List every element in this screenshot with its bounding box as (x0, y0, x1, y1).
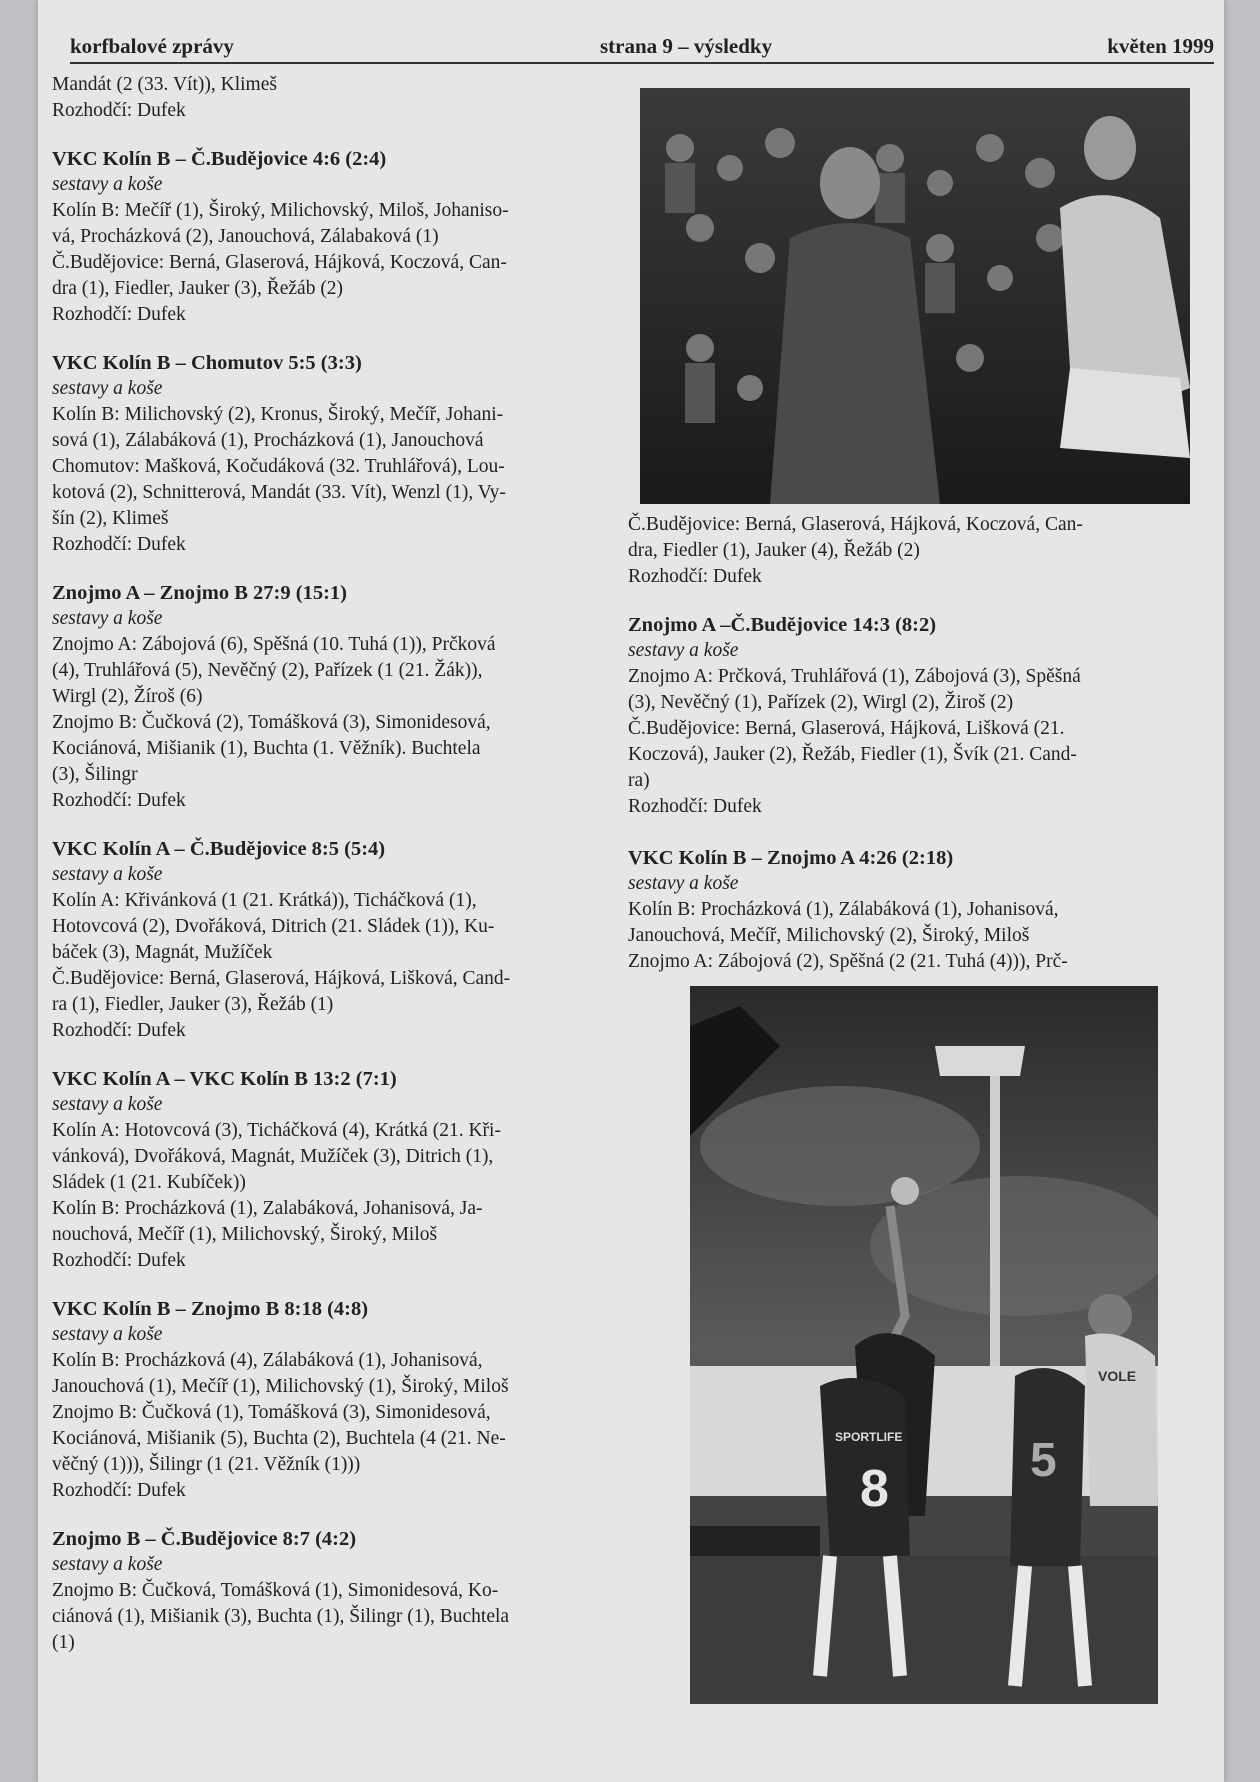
lineup-line: Znojmo B: Čučková, Tomášková (1), Simonidesová, Ko- (52, 1580, 499, 1601)
match-title: VKC Kolín A – VKC Kolín B 13:2 (7:1) (52, 1068, 397, 1090)
match-title: Znojmo A –Č.Budějovice 14:3 (8:2) (628, 614, 937, 636)
jersey-number-8: 8 (860, 1460, 889, 1518)
lineup-line: Rozhodčí: Dufek (628, 566, 762, 587)
header-page-section: strana 9 – výsledky (600, 34, 773, 58)
lineup-line: Kolín B: Mečíř (1), Široký, Milichovský, Miloš, Johaniso- (52, 200, 509, 221)
lineup-line: Rozhodčí: Dufek (52, 534, 186, 555)
lineup-line: (4), Truhlářová (5), Nevěčný (2), Pařízek (1 (21. Žák)), (52, 660, 483, 681)
lineup-line: Kolín A: Křivánková (1 (21. Krátká)), Ticháčková (1), (52, 890, 477, 911)
lineup-line: Kociánová, Mišianik (5), Buchta (2), Buchtela (4 (21. Ne- (52, 1428, 506, 1449)
lineup-line: Rozhodčí: Dufek (52, 1020, 186, 1041)
lineup-line: Znojmo B: Čučková (2), Tomášková (3), Simonidesová, (52, 712, 491, 733)
match-subtitle: sestavy a koše (52, 174, 163, 195)
lineup-line: Mandát (2 (33. Vít)), Klimeš (52, 74, 277, 95)
match-result-block (628, 612, 1183, 820)
match-title: VKC Kolín B – Znojmo B 8:18 (4:8) (52, 1298, 369, 1320)
lineup-line: ciánová (1), Mišianik (3), Buchta (1), Šilingr (1), Buchtela (52, 1606, 510, 1627)
lineup-line: Znojmo B: Čučková (1), Tomášková (3), Simonidesová, (52, 1402, 491, 1423)
lineup-line: Č.Budějovice: Berná, Glaserová, Hájková, Lišková (21. (628, 718, 1065, 739)
match-subtitle: sestavy a koše (52, 608, 163, 629)
header-date: květen 1999 (1107, 34, 1214, 58)
lineup-line: Kolín A: Hotovcová (3), Ticháčková (4), Krátká (21. Kři- (52, 1120, 501, 1141)
lineup-line: Koczová), Jauker (2), Řežáb, Fiedler (1), Švík (21. Cand- (628, 744, 1077, 765)
lineup-line: Rozhodčí: Dufek (52, 1250, 186, 1271)
lineup-line: báček (3), Magnát, Mužíček (52, 942, 273, 963)
jersey-label-sportlife: SPORTLIFE (835, 1430, 903, 1444)
lineup-line: Rozhodčí: Dufek (52, 1480, 186, 1501)
lineup-line: Znojmo A: Zábojová (6), Spěšná (10. Tuhá (1)), Prčková (52, 634, 496, 655)
lineup-line: Kolín B: Procházková (1), Zalabáková, Johanisová, Ja- (52, 1198, 483, 1219)
lineup-line: Rozhodčí: Dufek (52, 304, 186, 325)
match-result-block (52, 1066, 592, 1274)
match-result-block (52, 350, 592, 558)
match-subtitle: sestavy a koše (52, 1094, 163, 1115)
match-title: Znojmo B – Č.Budějovice 8:7 (4:2) (52, 1528, 357, 1550)
lineup-line: šín (2), Klimeš (52, 508, 169, 529)
jersey-label-vole: VOLE (1098, 1368, 1137, 1384)
lineup-line: Č.Budějovice: Berná, Glaserová, Hájková, Koczová, Can- (52, 252, 507, 273)
lineup-line: kotová (2), Schnitterová, Mandát (33. Vít), Wenzl (1), Vy- (52, 482, 506, 503)
lineup-line: Č.Budějovice: Berná, Glaserová, Hájková, Koczová, Can- (628, 514, 1083, 535)
match-subtitle: sestavy a koše (52, 864, 163, 885)
match-subtitle: sestavy a koše (628, 873, 739, 894)
match-subtitle: sestavy a koše (52, 1324, 163, 1345)
header-publication: korfbalové zprávy (70, 34, 234, 58)
match-subtitle: sestavy a koše (52, 378, 163, 399)
page-header (70, 28, 1214, 64)
right-results-column-top (628, 512, 1183, 842)
lineup-line: (1) (52, 1632, 75, 1653)
lineup-line: Kociánová, Mišianik (1), Buchta (1. Věžník). Buchtela (52, 738, 481, 759)
match-result-block (52, 1526, 592, 1656)
lineup-line: Kolín B: Procházková (1), Zálabáková (1), Johanisová, (628, 899, 1059, 920)
match-result-block (52, 836, 592, 1044)
right-results-column-bottom (628, 845, 1183, 997)
match-title: VKC Kolín A – Č.Budějovice 8:5 (5:4) (52, 838, 386, 860)
lineup-line: Č.Budějovice: Berná, Glaserová, Hájková, Lišková, Cand- (52, 968, 511, 989)
lineup-line: Rozhodčí: Dufek (52, 790, 186, 811)
lineup-line: Chomutov: Mašková, Kočudáková (32. Truhlářová), Lou- (52, 456, 505, 477)
lineup-line: vá, Procházková (2), Janouchová, Zálabaková (1) (52, 226, 439, 247)
left-results-column (52, 72, 592, 1678)
match-title: VKC Kolín B – Č.Budějovice 4:6 (2:4) (52, 148, 387, 170)
lineup-line: ra (1), Fiedler, Jauker (3), Řežáb (1) (52, 994, 334, 1015)
lineup-line: Janouchová, Mečíř, Milichovský (2), Široký, Miloš (628, 925, 1030, 946)
lineup-line: Rozhodčí: Dufek (628, 796, 762, 817)
lineup-line: sová (1), Zálabáková (1), Procházková (1), Janouchová (52, 430, 484, 451)
match-result-block (52, 580, 592, 814)
match-result-block (52, 72, 592, 124)
lineup-line: Janouchová (1), Mečíř (1), Milichovský (1), Široký, Miloš (52, 1376, 509, 1397)
lineup-line: Hotovcová (2), Dvořáková, Ditrich (21. Sládek (1)), Ku- (52, 916, 495, 937)
match-result-block (628, 512, 1183, 590)
lineup-line: dra, Fiedler (1), Jauker (4), Řežáb (2) (628, 540, 920, 561)
crowd-photo (640, 88, 1190, 504)
lineup-line: Znojmo A: Prčková, Truhlářová (1), Zábojová (3), Spěšná (628, 666, 1081, 687)
lineup-line: Kolín B: Milichovský (2), Kronus, Široký, Mečíř, Johani- (52, 404, 504, 425)
lineup-line: dra (1), Fiedler, Jauker (3), Řežáb (2) (52, 278, 344, 299)
match-title: VKC Kolín B – Znojmo A 4:26 (2:18) (628, 847, 954, 869)
lineup-line: Rozhodčí: Dufek (52, 100, 186, 121)
match-title: VKC Kolín B – Chomutov 5:5 (3:3) (52, 352, 362, 374)
match-title: Znojmo A – Znojmo B 27:9 (15:1) (52, 582, 347, 604)
lineup-line: nouchová, Mečíř (1), Milichovský, Široký, Miloš (52, 1224, 438, 1245)
match-subtitle: sestavy a koše (52, 1554, 163, 1575)
lineup-line: Wirgl (2), Žíroš (6) (52, 686, 203, 707)
match-result-block (52, 146, 592, 328)
match-subtitle: sestavy a koše (628, 640, 739, 661)
lineup-line: věčný (1))), Šilingr (1 (21. Věžník (1))) (52, 1454, 361, 1475)
jersey-number-5: 5 (1030, 1434, 1057, 1487)
lineup-line: ra) (628, 770, 650, 791)
lineup-line: Znojmo A: Zábojová (2), Spěšná (2 (21. Tuhá (4))), Prč- (628, 951, 1068, 972)
lineup-line: Sládek (1 (21. Kubíček)) (52, 1172, 246, 1193)
lineup-line: (3), Nevěčný (1), Pařízek (2), Wirgl (2), Žiroš (2) (628, 692, 1014, 713)
match-result-block (628, 845, 1183, 975)
korfball-match-photo (690, 986, 1158, 1704)
match-result-block (52, 1296, 592, 1504)
lineup-line: (3), Šilingr (52, 764, 138, 785)
lineup-line: Kolín B: Procházková (4), Zálabáková (1), Johanisová, (52, 1350, 483, 1371)
lineup-line: vánková), Dvořáková, Magnát, Mužíček (3), Ditrich (1), (52, 1146, 494, 1167)
